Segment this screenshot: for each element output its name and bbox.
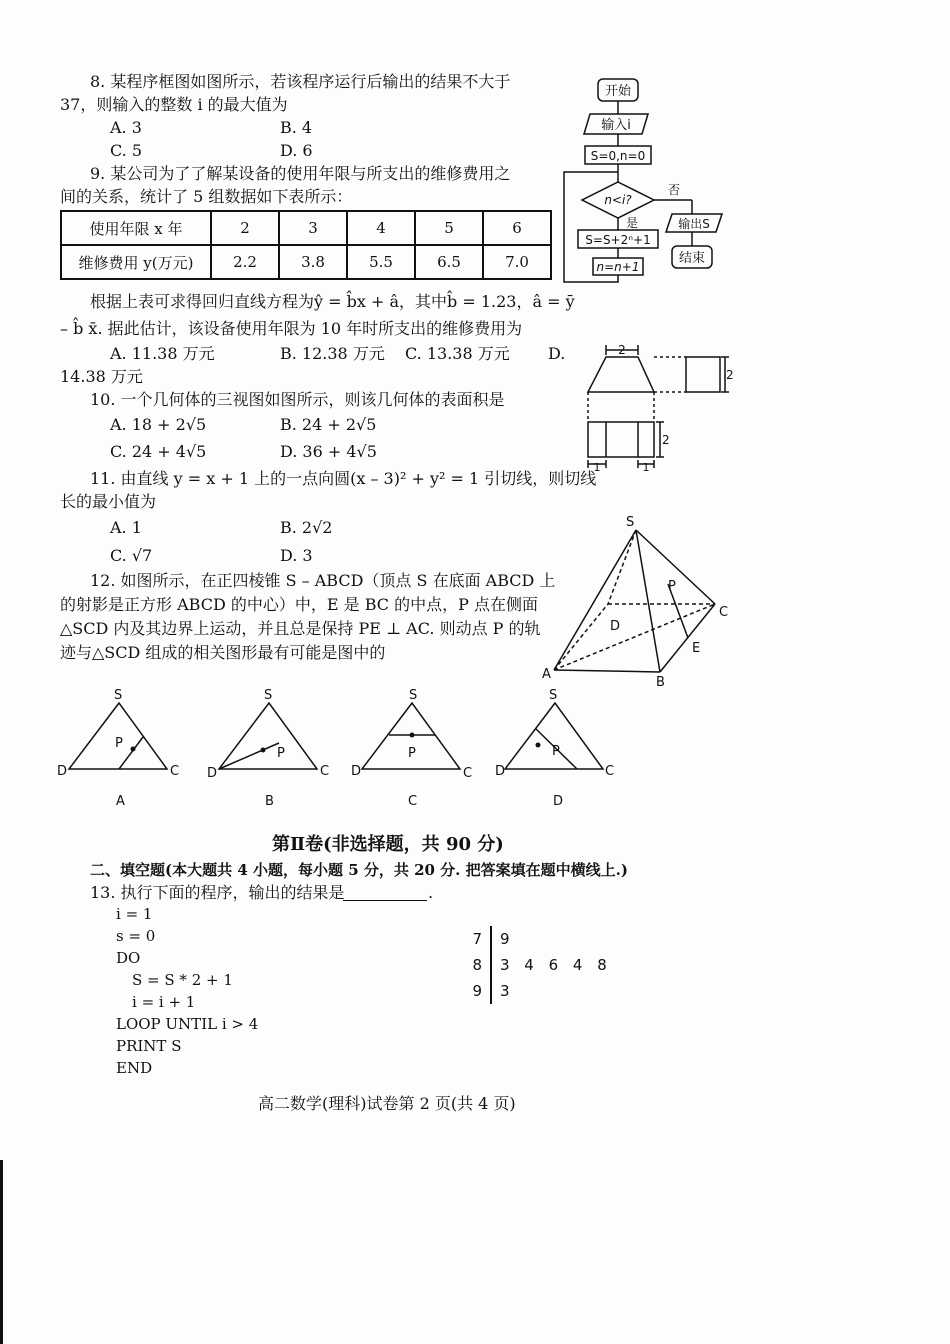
tri-d-label-d: D (495, 764, 506, 779)
q9-option-d-value: 14.38 万元 (60, 367, 143, 386)
flow-update: S=S+2ⁿ+1 (585, 233, 651, 247)
section-2-title: 第Ⅱ卷(非选择题，共 90 分) (272, 834, 504, 855)
table-cell: 5.5 (347, 245, 415, 279)
dim-side-height: 2 (726, 368, 734, 382)
tri-c-label-s: S (409, 688, 418, 703)
section-2-instruction: 二、填空题(本大题共 4 小题，每小题 5 分，共 20 分. 把答案填在题中横线上.) (90, 861, 628, 879)
tri-b-label-d: D (207, 766, 218, 781)
flow-end: 结束 (678, 251, 706, 266)
flow-no: 否 (668, 183, 681, 197)
table-cell: 5 (415, 211, 483, 245)
q10-option-c: C. 24 + 4√5 (110, 442, 207, 461)
q12-line3: △SCD 内及其边界上运动，并且总是保持 PE ⊥ AC. 则动点 P 的轨 (60, 619, 541, 638)
q11-line1: 11. 由直线 y = x + 1 上的一点向圆(x – 3)² + y² = 1 引切线，则切线 (90, 469, 597, 488)
pyramid-label-p: P (668, 579, 676, 594)
q11-option-b: B. 2√2 (280, 518, 333, 537)
code-line: PRINT S (116, 1037, 182, 1055)
code-line: s = 0 (116, 927, 156, 945)
q8-line1: 8. 某程序框图如图所示，若该程序运行后输出的结果不大于 (90, 72, 511, 91)
leaves: 3 (500, 982, 510, 1000)
code-line: END (116, 1059, 153, 1077)
q13-answer-blank (343, 900, 427, 901)
table-row-label: 维修费用 y(万元) (61, 245, 211, 279)
q10-line1: 10. 一个几何体的三视图如图所示，则该几何体的表面积是 (90, 390, 505, 409)
tri-a-label-s: S (114, 688, 123, 703)
three-view-drawing (580, 340, 740, 480)
stem-leaf-row (466, 978, 607, 1004)
flow-input: 输入i (601, 118, 631, 133)
tri-c-label-p: P (408, 746, 416, 761)
q8-line2: 37，则输入的整数 i 的最大值为 (60, 95, 288, 114)
scan-edge-mark (0, 1160, 3, 1344)
tri-d-label-s: S (549, 688, 558, 703)
pyramid-label-s: S (626, 515, 635, 530)
dim-bottom-right: 1 (642, 461, 650, 474)
table-row (61, 211, 551, 245)
dim-bottom-left: 1 (593, 461, 601, 474)
q12-line2: 的射影是正方形 ABCD 的中心）中，E 是 BC 的中点，P 点在侧面 (60, 595, 538, 614)
pyramid-label-a: A (542, 667, 551, 682)
pyramid-label-d: D (610, 619, 621, 634)
pyramid-diagram (540, 512, 740, 690)
stem: 9 (466, 978, 492, 1004)
table-row-label: 使用年限 x 年 (61, 211, 211, 245)
code-line: S = S * 2 + 1 (132, 971, 233, 989)
q9-option-a: A. 11.38 万元 (110, 344, 215, 363)
leaves: 3 4 6 4 8 (500, 956, 607, 974)
q8-option-c: C. 5 (110, 141, 143, 160)
code-line: LOOP UNTIL i > 4 (116, 1015, 259, 1033)
q9-line4: – b̂ x̄. 据此估计，该设备使用年限为 10 年时所支出的维修费用为 (60, 319, 523, 338)
leaves: 9 (500, 930, 510, 948)
table-cell: 6.5 (415, 245, 483, 279)
stem: 8 (466, 952, 492, 978)
flow-start: 开始 (604, 84, 632, 99)
table-cell: 3 (279, 211, 347, 245)
table-row (61, 245, 551, 279)
stem-leaf-row (466, 952, 607, 978)
pyramid-label-c: C (719, 605, 729, 620)
q9-option-b: B. 12.38 万元 (280, 344, 385, 363)
triangle-options (55, 685, 625, 815)
dim-top-width: 2 (618, 343, 626, 357)
tri-b-label-p: P (277, 746, 285, 761)
table-cell: 6 (483, 211, 551, 245)
tri-option-d: D (553, 794, 564, 809)
q11-option-a: A. 1 (110, 518, 142, 537)
q11-line2: 长的最小值为 (60, 492, 157, 511)
q9-line3: 根据上表可求得回归直线方程为ŷ = b̂x + â，其中b̂ = 1.23，â = ȳ (90, 292, 575, 311)
flow-condition: n<i? (604, 193, 632, 207)
tri-d-label-c: C (605, 764, 615, 779)
q13-period: . (428, 883, 434, 902)
q8-option-d: D. 6 (280, 141, 313, 160)
q9-line2: 间的关系，统计了 5 组数据如下表所示： (60, 187, 353, 206)
tri-b-label-s: S (264, 688, 273, 703)
stem-leaf-row (466, 926, 607, 952)
q11-option-d: D. 3 (280, 546, 313, 565)
table-cell: 7.0 (483, 245, 551, 279)
q10-option-a: A. 18 + 2√5 (110, 415, 207, 434)
tri-option-b: B (265, 794, 274, 809)
tri-option-c: C (408, 794, 418, 809)
q9-option-d: D. (548, 344, 566, 363)
tri-a-label-p: P (115, 736, 123, 751)
tri-c-label-c: C (463, 766, 473, 781)
tri-option-a: A (116, 794, 125, 809)
table-cell: 2 (211, 211, 279, 245)
q12-line4: 迹与△SCD 组成的相关图形最有可能是图中的 (60, 643, 386, 662)
page-footer: 高二数学(理科)试卷第 2 页(共 4 页) (258, 1094, 516, 1113)
tri-d-label-p: P (552, 744, 560, 759)
table-cell: 3.8 (279, 245, 347, 279)
q13-line1: 13. 执行下面的程序，输出的结果是 (90, 883, 345, 902)
code-line: DO (116, 949, 141, 967)
table-cell: 2.2 (211, 245, 279, 279)
pyramid-label-b: B (656, 675, 665, 690)
q8-option-a: A. 3 (110, 118, 142, 137)
table-cell: 4 (347, 211, 415, 245)
q12-line1: 12. 如图所示，在正四棱锥 S – ABCD（顶点 S 在底面 ABCD 上 (90, 571, 556, 590)
flow-increment: n=n+1 (596, 260, 640, 274)
tri-a-label-c: C (170, 764, 180, 779)
q10-option-d: D. 36 + 4√5 (280, 442, 377, 461)
tri-a-label-d: D (57, 764, 68, 779)
tri-c-label-d: D (351, 764, 362, 779)
flow-init: S=0,n=0 (590, 149, 646, 163)
stem-leaf-plot (466, 926, 607, 1004)
flow-yes: 是 (626, 216, 639, 230)
q10-option-b: B. 24 + 2√5 (280, 415, 377, 434)
tri-b-label-c: C (320, 764, 330, 779)
code-line: i = 1 (116, 905, 153, 923)
pyramid-label-e: E (692, 641, 701, 656)
program-flowchart (560, 76, 740, 286)
flow-output: 输出S (678, 217, 710, 231)
dim-front-height: 2 (662, 433, 670, 447)
q9-option-c: C. 13.38 万元 (405, 344, 510, 363)
q9-data-table (60, 210, 552, 280)
q8-option-b: B. 4 (280, 118, 313, 137)
q9-line1: 9. 某公司为了了解某设备的使用年限与所支出的维修费用之 (90, 164, 511, 183)
code-line: i = i + 1 (132, 993, 196, 1011)
q11-option-c: C. √7 (110, 546, 153, 565)
stem: 7 (466, 926, 492, 952)
